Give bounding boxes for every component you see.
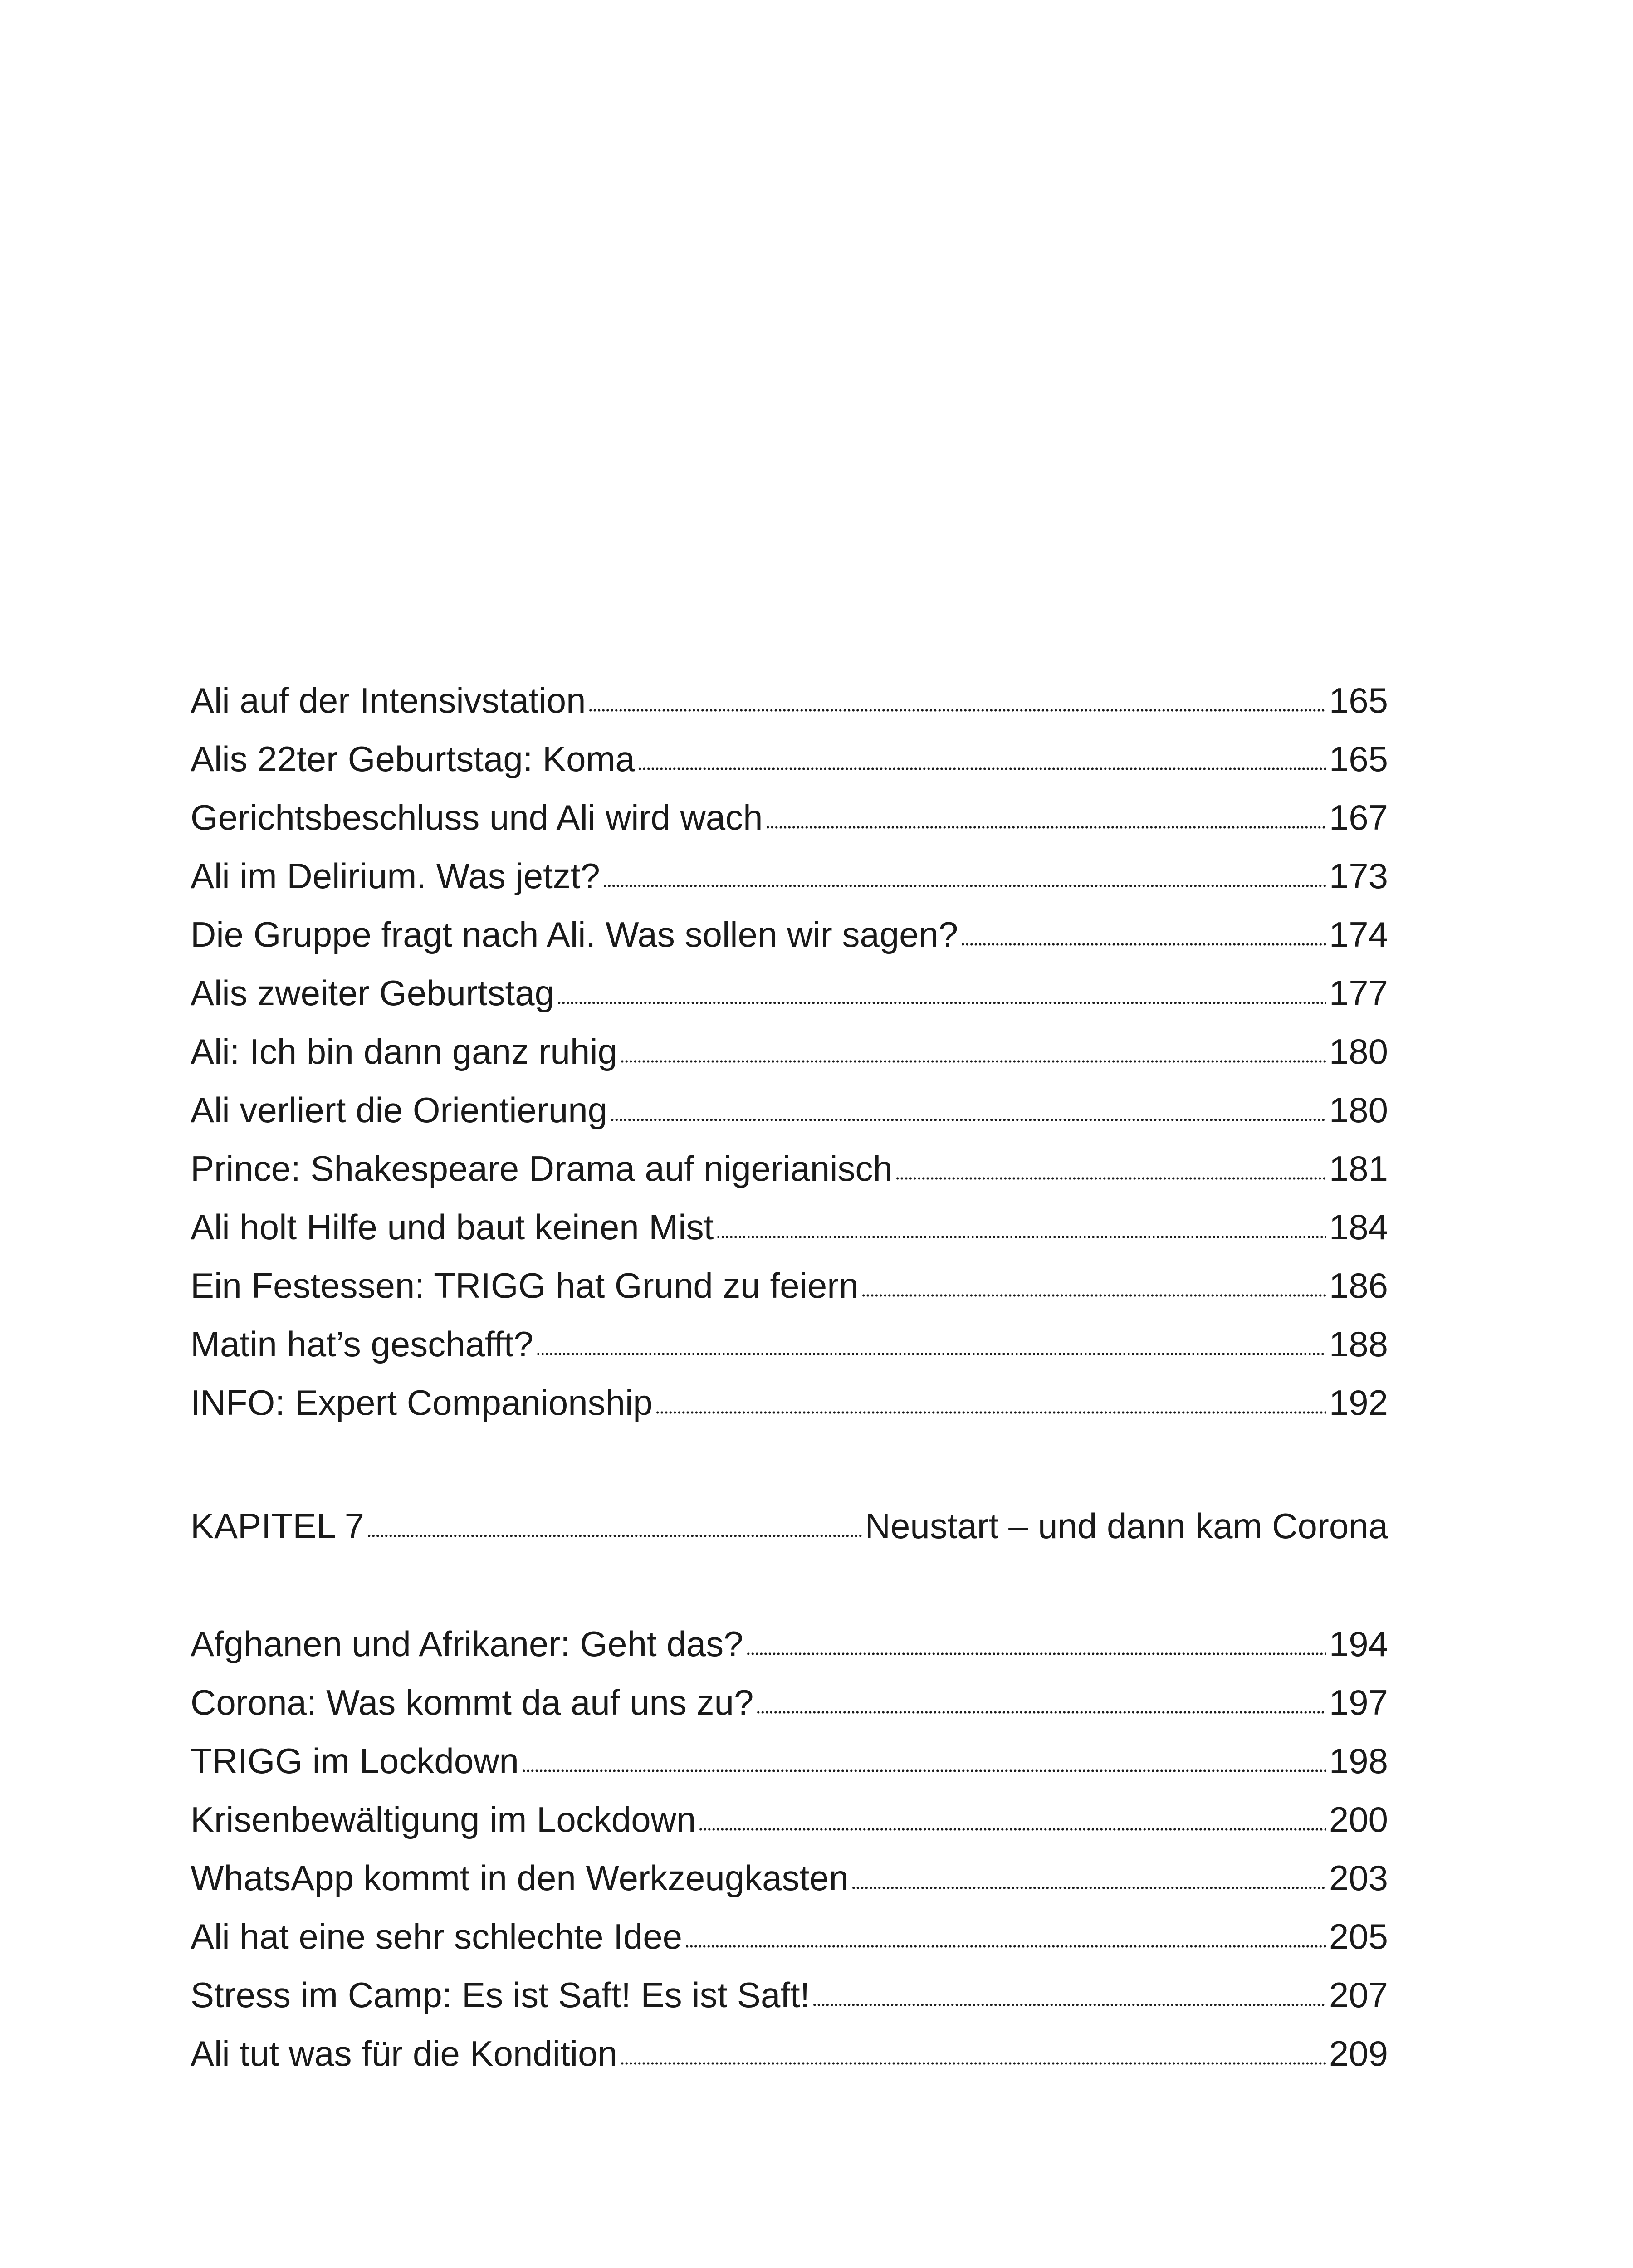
toc-entry bbox=[191, 1198, 1388, 1256]
toc-entry-title: Prince: Shakespeare Drama auf nigerianisch bbox=[191, 1149, 893, 1188]
toc-entry-title: Die Gruppe fragt nach Ali. Was sollen wir sagen? bbox=[191, 914, 958, 954]
toc-entry-page: 173 bbox=[1329, 856, 1388, 896]
toc-entry-title: Ali auf der Intensivstation bbox=[191, 680, 586, 720]
toc-entry-page: 192 bbox=[1329, 1383, 1388, 1422]
toc-entry bbox=[191, 1256, 1388, 1315]
toc-entry-title: Ali: Ich bin dann ganz ruhig bbox=[191, 1031, 617, 1071]
toc-entry-page: 181 bbox=[1329, 1149, 1388, 1188]
toc-entry-page: 180 bbox=[1329, 1090, 1388, 1130]
dot-leader bbox=[851, 1886, 1326, 1890]
dot-leader bbox=[536, 1352, 1326, 1356]
dot-leader bbox=[812, 2003, 1326, 2007]
toc-entry-title: Ein Festessen: TRIGG hat Grund zu feiern bbox=[191, 1266, 859, 1305]
toc-entry-title: Afghanen und Afrikaner: Geht das? bbox=[191, 1624, 743, 1664]
dot-leader bbox=[895, 1176, 1326, 1181]
dot-leader bbox=[557, 1001, 1326, 1005]
dot-leader bbox=[620, 2061, 1326, 2066]
toc-entry-title: INFO: Expert Companionship bbox=[191, 1383, 653, 1422]
toc-entry-page: 194 bbox=[1329, 1624, 1388, 1664]
toc-entry-title: Ali verliert die Orientierung bbox=[191, 1090, 608, 1130]
toc-entry bbox=[191, 1374, 1388, 1432]
toc-entry-title: Matin hat’s geschafft? bbox=[191, 1324, 533, 1364]
toc-entry-title: Ali holt Hilfe und baut keinen Mist bbox=[191, 1207, 714, 1247]
toc-entry-page: 177 bbox=[1329, 973, 1388, 1013]
toc-entry-page: 205 bbox=[1329, 1916, 1388, 1956]
dot-leader bbox=[638, 767, 1326, 771]
toc-entry bbox=[191, 1966, 1388, 2024]
toc-entry-page: 203 bbox=[1329, 1858, 1388, 1898]
toc-entry-page: 180 bbox=[1329, 1031, 1388, 1071]
toc-entry bbox=[191, 730, 1388, 788]
toc-entry-page: 207 bbox=[1329, 1975, 1388, 2015]
toc-entry-title: Alis 22ter Geburtstag: Koma bbox=[191, 739, 635, 779]
dot-leader bbox=[961, 942, 1326, 947]
dot-leader bbox=[588, 708, 1326, 713]
dot-leader bbox=[522, 1769, 1326, 1773]
chapter-entry bbox=[191, 1497, 1388, 1555]
toc-entry bbox=[191, 788, 1388, 847]
toc-entry bbox=[191, 1907, 1388, 1966]
toc-entry-page: 167 bbox=[1329, 797, 1388, 837]
toc-entry bbox=[191, 905, 1388, 964]
toc-entry-title: Ali im Delirium. Was jetzt? bbox=[191, 856, 600, 896]
toc-entry bbox=[191, 2024, 1388, 2083]
chapter-label: KAPITEL 7 bbox=[191, 1506, 364, 1546]
toc-entry-title: Ali tut was für die Kondition bbox=[191, 2033, 617, 2073]
dot-leader bbox=[716, 1235, 1326, 1239]
dot-leader bbox=[655, 1410, 1326, 1415]
dot-leader bbox=[367, 1534, 862, 1538]
toc-entry-page: 184 bbox=[1329, 1207, 1388, 1247]
toc-entry-page: 198 bbox=[1329, 1741, 1388, 1781]
toc-entry bbox=[191, 1139, 1388, 1198]
toc-entry bbox=[191, 1790, 1388, 1849]
chapter-title: Neustart – und dann kam Corona bbox=[865, 1506, 1388, 1546]
toc-section-1 bbox=[191, 671, 1388, 1432]
toc-entry-title: TRIGG im Lockdown bbox=[191, 1741, 519, 1781]
toc-entry-page: 188 bbox=[1329, 1324, 1388, 1364]
dot-leader bbox=[620, 1059, 1326, 1064]
toc-entry bbox=[191, 1673, 1388, 1732]
toc-entry bbox=[191, 847, 1388, 905]
toc-entry bbox=[191, 671, 1388, 730]
dot-leader bbox=[766, 825, 1326, 830]
toc-entry-title: Stress im Camp: Es ist Saft! Es ist Saft! bbox=[191, 1975, 810, 2015]
toc-entry-page: 165 bbox=[1329, 739, 1388, 779]
toc-entry bbox=[191, 1615, 1388, 1673]
toc-entry-title: Ali hat eine sehr schlechte Idee bbox=[191, 1916, 683, 1956]
toc-entry bbox=[191, 1022, 1388, 1081]
dot-leader bbox=[746, 1652, 1326, 1656]
toc-entry bbox=[191, 1081, 1388, 1139]
toc-entry-page: 209 bbox=[1329, 2033, 1388, 2073]
dot-leader bbox=[699, 1827, 1326, 1832]
dot-leader bbox=[610, 1118, 1326, 1122]
toc-entry-page: 165 bbox=[1329, 680, 1388, 720]
toc-entry bbox=[191, 1732, 1388, 1790]
toc-entry-title: Gerichtsbeschluss und Ali wird wach bbox=[191, 797, 763, 837]
toc-entry bbox=[191, 964, 1388, 1022]
toc-entry-title: Alis zweiter Geburtstag bbox=[191, 973, 554, 1013]
toc-section-2 bbox=[191, 1615, 1388, 2083]
toc-entry bbox=[191, 1315, 1388, 1374]
toc-entry-title: Krisenbewältigung im Lockdown bbox=[191, 1799, 696, 1839]
chapter-heading bbox=[191, 1497, 1388, 1555]
toc-entry bbox=[191, 1849, 1388, 1907]
toc-entry-page: 186 bbox=[1329, 1266, 1388, 1305]
dot-leader bbox=[756, 1710, 1326, 1715]
toc-entry-page: 197 bbox=[1329, 1682, 1388, 1722]
toc-entry-title: WhatsApp kommt in den Werkzeugkasten bbox=[191, 1858, 849, 1898]
dot-leader bbox=[603, 884, 1326, 888]
dot-leader bbox=[685, 1944, 1326, 1949]
dot-leader bbox=[861, 1293, 1326, 1298]
toc-entry-page: 200 bbox=[1329, 1799, 1388, 1839]
toc-entry-page: 174 bbox=[1329, 914, 1388, 954]
toc-entry-title: Corona: Was kommt da auf uns zu? bbox=[191, 1682, 754, 1722]
